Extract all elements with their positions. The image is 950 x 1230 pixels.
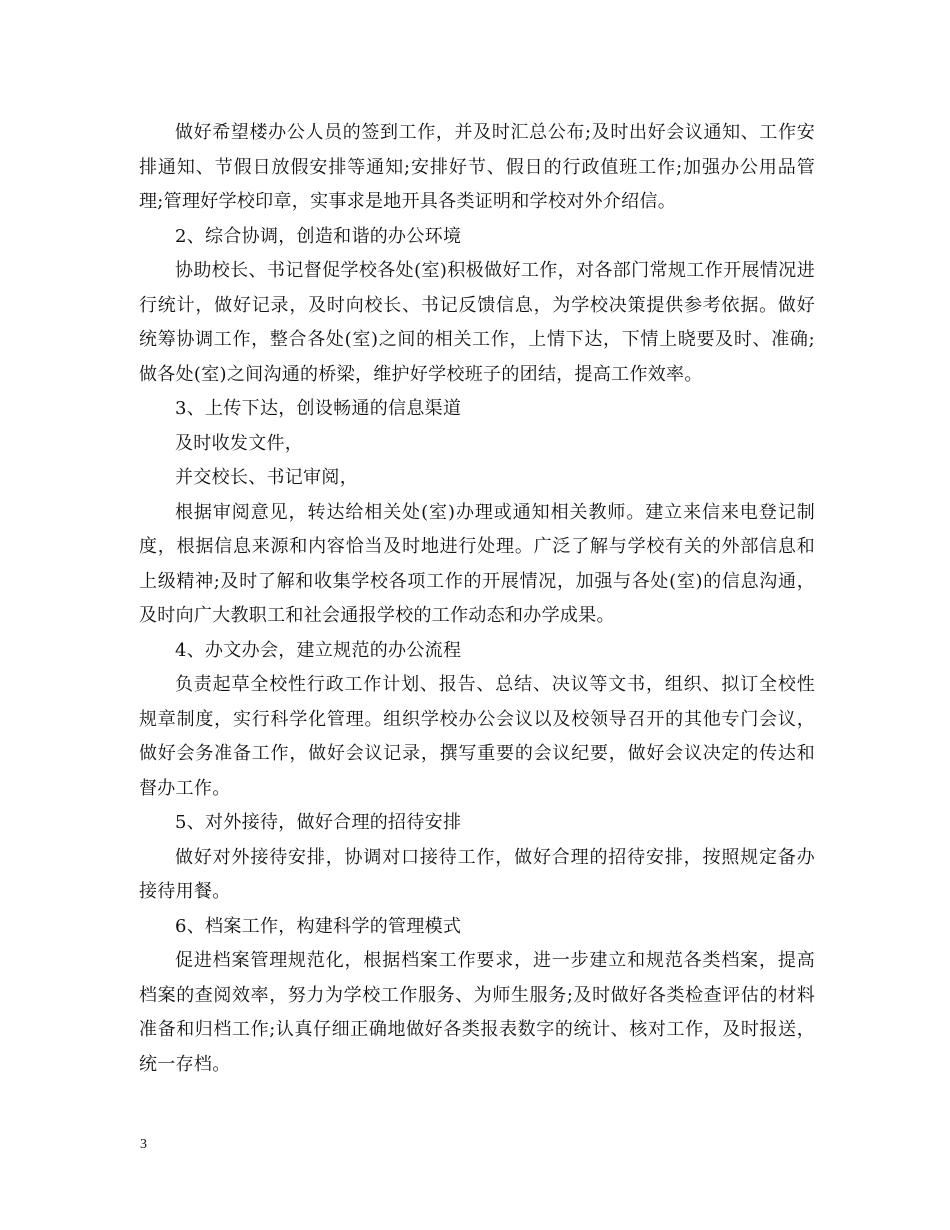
section-heading-archives: 6、档案工作，构建科学的管理模式 <box>175 915 462 937</box>
section-heading-coordination: 2、综合协调，创造和谐的办公环境 <box>175 225 462 247</box>
section-heading-reception: 5、对外接待，做好合理的招待安排 <box>175 812 462 833</box>
page-number: 3 <box>140 1137 147 1152</box>
paragraph-review: 并交校长、书记审阅， <box>175 467 358 488</box>
paragraph-receive-documents: 及时收发文件， <box>175 432 304 454</box>
document-body <box>139 116 815 1082</box>
paragraph-meetings: 负责起草全校性行政工作计划、报告、总结、决议等文书，组织、拟订全校性规章制度，实行科学化管理。组织学校办公会议以及校领导召开的其他专门会议，做好会务准备工作，做好会议记录，撰写重要的会议纪要，做好会议决定的传达和督办工作。 <box>139 674 815 799</box>
paragraph-coordination: 协助校长、书记督促学校各处(室)积极做好工作，对各部门常规工作开展情况进行统计，做好记录，及时向校长、书记反馈信息，为学校决策提供参考依据。做好统筹协调工作，整合各处(室)之间的相关工作，上情下达，下情上晓要及时、准确;做各处(室)之间沟通的桥梁，维护好学校班子的团结，提高工作效率。 <box>139 260 815 385</box>
paragraph-information-flow: 根据审阅意见，转达给相关处(室)办理或通知相关教师。建立来信来电登记制度，根据信息来源和内容恰当及时地进行处理。广泛了解与学校有关的外部信息和上级精神;及时了解和收集学校各项工作的开展情况，加强与各处(室)的信息沟通，及时向广大教职工和社会通报学校的工作动态和办学成果。 <box>139 501 815 626</box>
paragraph-office-duties: 做好希望楼办公人员的签到工作，并及时汇总公布;及时出好会议通知、工作安排通知、节假日放假安排等通知;安排好节、假日的行政值班工作;加强办公用品管理;管理好学校印章，实事求是地开具各类证明和学校对外介绍信。 <box>139 122 815 212</box>
section-heading-communication: 3、上传下达，创设畅通的信息渠道 <box>175 398 462 419</box>
paragraph-reception: 做好对外接待安排，协调对口接待工作，做好合理的招待安排，按照规定备办接待用餐。 <box>139 846 815 902</box>
section-heading-meetings: 4、办文办会，建立规范的办公流程 <box>175 639 462 661</box>
paragraph-archives: 促进档案管理规范化，根据档案工作要求，进一步建立和规范各类档案，提高档案的查阅效率，努力为学校工作服务、为师生服务;及时做好各类检查评估的材料准备和归档工作;认真仔细正确地做好各类报表数字的统计、核对工作，及时报送，统一存档。 <box>139 950 815 1075</box>
